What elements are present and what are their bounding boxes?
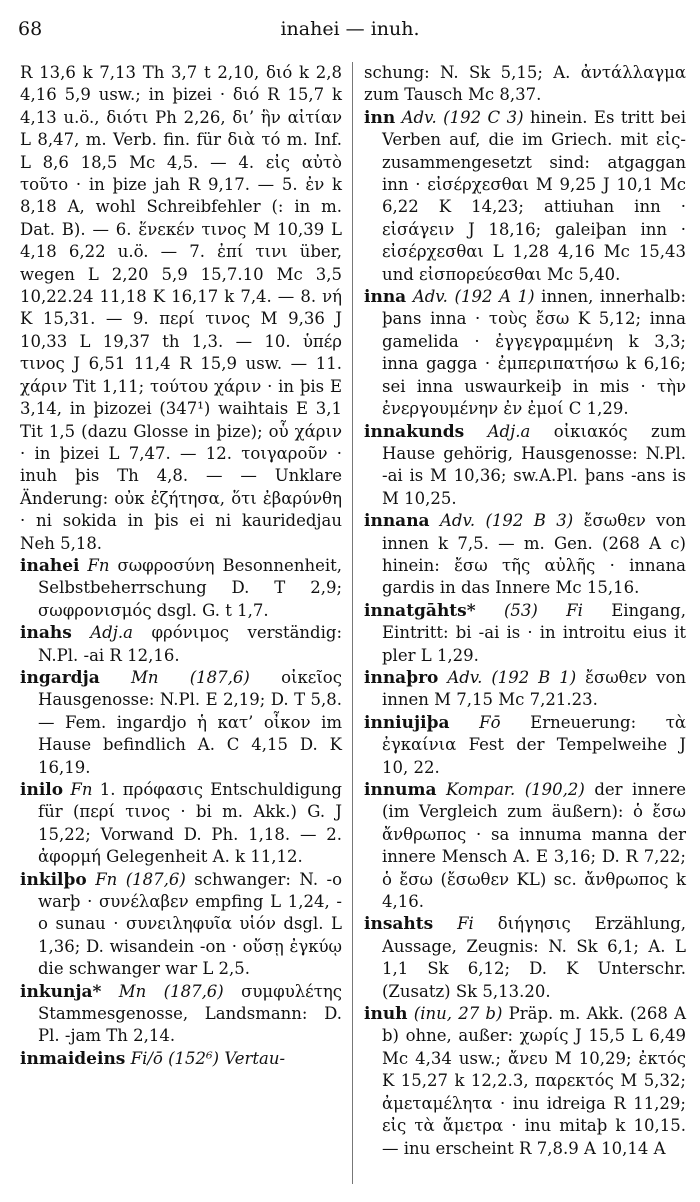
dictionary-entry [20, 869, 342, 981]
entry-body: συμφυλέτης Stammesgenosse, Landsmann: D. Pl. -jam Th 2,14. [38, 981, 342, 1046]
dictionary-entry [20, 555, 342, 622]
grammar-info: Fn [87, 555, 110, 575]
entry-body: Erneuerung: τὰ ἐγκαίνια Fest der Tempelweihe J 10, 22. [382, 712, 687, 777]
column-divider [352, 62, 353, 1184]
headword: inkunja* [20, 981, 102, 1002]
headword: inuh [364, 1004, 408, 1025]
entry-body: οἰκιακός zum Hause gehörig, Hausgenosse: N.Pl. -ai is M 10,36; sw.A.Pl. þans -ans is M 10,25. [382, 421, 687, 508]
headword: innuma [364, 780, 437, 800]
entry-body: Präp. m. Akk. (268 A b) ohne, außer: χωρίς J 15,5 L 6,49 Mc 4,34 usw.; ἄνευ M 10,29; ἐκτός K 15,27 k 12,2.3, παρεκτός M 5,32; ἀμεταμέλητα · inu idreiga R 11,29; εἰς τὰ ἄμετρα · inu mitaþ k 10,15. — inu erscheint R 7,8.9 A 10,14 A [382, 1004, 686, 1158]
dictionary-entry [20, 779, 342, 869]
right-column [364, 62, 686, 1160]
entry-body: hinein. Es tritt bei Verben auf, die im Griech. mit εἰς- zusammengesetzt sind: atgaggan inn · εἰσέρχεσθαι M 9,25 J 10,1 Mc 6,22 K 14,23; attiuhan inn · εἰσάγειν J 18,16; galeiþan inn · εἰσέρχεσθαι L 1,28 4,16 Mc 15,43 und εἰσπορεύεσθαι Mc 5,40. [382, 107, 686, 284]
dictionary-entry [20, 667, 342, 779]
dictionary-entry [364, 286, 686, 420]
grammar-info: Mn (187,6) [118, 981, 224, 1001]
headword: inahei [20, 555, 80, 576]
grammar-info: Fō [479, 712, 501, 732]
dictionary-entry [364, 1003, 686, 1160]
grammar-info: Fn (187,6) [95, 869, 186, 889]
dictionary-entry [20, 1048, 342, 1070]
headword: inilo [20, 780, 64, 800]
grammar-info: Adv. (192 A 1) [412, 287, 535, 307]
entry-body: οἰκεῖος Hausgenosse: N.Pl. E 2,19; D. T 5,8. — Fem. ingardjo ἡ κατ’ οἶκον im Hause befindlich A. C 4,15 D. K 16,19. [38, 667, 342, 777]
headword: inniujiþa [364, 712, 450, 733]
entry-body: ἔσωθεν von innen k 7,5. — m. Gen. (268 A c) hinein: ἔσω τῆς αὐλῆς · innana gardis in das Innere Mc 15,16. [382, 511, 687, 598]
grammar-info: Fn [70, 780, 93, 799]
entry-body: διήγησις Erzählung, Aussage, Zeugnis: N. Sk 6,1; A. L 1,1 Sk 6,12; D. K Unterschr. (Zusatz) Sk 5,13.20. [382, 914, 687, 1001]
headword: innana [364, 511, 430, 532]
grammar-info: (53) Fi [503, 600, 583, 620]
entry-body: Eingang, Eintritt: bi -ai is · in introitu eius it pler L 1,29. [382, 600, 686, 665]
grammar-info: Adv. (192 B 3) [439, 511, 574, 531]
grammar-info: (inu, 27 b) [413, 1004, 503, 1024]
grammar-info: Adv. (192 C 3) [401, 107, 524, 127]
grammar-info: Mn (187,6) [130, 667, 250, 687]
right-entries [364, 107, 686, 1160]
dictionary-entry [364, 421, 686, 511]
entry-body: σωφροσύνη Besonnenheit, Selbstbeherrschung D. T 2,9; σωφρονισμός dsgl. G. t 1,7. [38, 555, 342, 620]
entry-body: innen, innerhalb: þans inna · τοὺς ἔσω K 5,12; inna gamelida · ἐγγεγραμμένη k 3,3; inna gagga · ἐμπεριπατήσω k 6,16; sei inna uswaurkeiþ in mis · τὴν ἐνεργουμένην ἐν ἐμοί C 1,29. [382, 287, 686, 419]
continuation-text: schung: N. Sk 5,15; A. ἀντάλλαγμα zum Tausch Mc 8,37. [364, 63, 686, 105]
continuation-text: R 13,6 k 7,13 Th 3,7 t 2,10, διό k 2,8 4,16 5,9 usw.; in þizei · διό R 15,7 k 4,13 u.ö., διότι Ph 2,26, δι’ ἣν αἰτίαν L 8,47, m. Verb. fin. für διὰ τό m. Inf. L 8,6 18,5 Mc 4,5. — 4. εἰς αὐτὸ τοῦτο · in þize jah R 9,17. — 5. ἐν k 8,18 A, wohl Schreibfehler (: in m. Dat. B). — 6. ἕνεκέν τινος M 10,39 L 4,18 6,22 u.ö. — 7. ἐπί τινι über, wegen L 2,20 5,9 15,7.10 Mc 3,5 10,22.24 11,18 K 16,17 k 7,4. — 8. νή K 15,31. — 9. περί τινος M 9,36 J 10,33 L 19,37 th 1,3. — 10. ὑπέρ τινος J 6,51 11,4 R 15,9 usw. — 11. χάριν Tit 1,11; τούτου χάριν · in þis E 3,14, in þizozei (347¹) waihtais E 3,1 Tit 1,5 (dazu Glosse in þize); οὗ χάριν · in þizei L 7,47. — 12. τοιγαροῦν · inuh þis Th 4,8. — — Unklare Änderung: οὐκ ἐζήτησα, ὅτι ἐβαρύνθη · ni sokida in þis ei ni kauridedjau Neh 5,18. [20, 63, 342, 553]
dictionary-entry [364, 712, 686, 779]
headword: inna [364, 287, 407, 308]
dictionary-entry [364, 107, 686, 286]
dictionary-entry [364, 667, 686, 712]
headword: inn [364, 107, 396, 128]
left-entries [20, 555, 342, 1070]
running-title: inahei — inuh. [280, 18, 420, 40]
page-header [18, 18, 682, 46]
grammar-info: Fi/ō (152⁶) [130, 1048, 220, 1068]
headword: innakunds [364, 421, 465, 442]
headword: inahs [20, 623, 72, 644]
entry-body: φρόνιμος verständig: N.Pl. -ai R 12,16. [38, 623, 343, 665]
dictionary-entry [364, 779, 686, 913]
grammar-info: Kompar. (190,2) [446, 780, 585, 799]
dictionary-entry [20, 981, 342, 1048]
grammar-info: Adj.a [90, 623, 133, 643]
left-column [20, 62, 342, 1070]
headword: inkilþo [20, 869, 87, 890]
dictionary-entry [364, 600, 686, 667]
headword: inmaideins [20, 1048, 126, 1069]
grammar-info: Adv. (192 B 1) [447, 667, 577, 687]
entry-body: 1. πρόφασις Entschuldigung für (περί τινος · bi m. Akk.) G. J 15,22; Vorwand D. Ph. 1,18. — 2. ἀφορμή Gelegenheit A. k 11,12. [38, 780, 342, 867]
grammar-info: Fi [457, 914, 474, 934]
grammar-info: Adj.a [487, 421, 531, 441]
entry-body: ἔσωθεν von innen M 7,15 Mc 7,21.23. [382, 667, 687, 710]
headword: ingardja [20, 667, 100, 688]
entry-body: der innere (im Vergleich zum äußern): ὁ ἔσω ἄνθρωπος · sa innuma manna der innere Mensch A. E 3,16; D. R 7,22; ὁ ἔσω (ἔσωθεν KL) sc. ἄνθρωπος k 4,16. [382, 780, 686, 912]
dictionary-entry [364, 510, 686, 600]
entry-body: Vertau- [224, 1048, 286, 1068]
headword: innatgāhts* [364, 600, 476, 621]
page-number: 68 [18, 18, 43, 40]
headword: insahts [364, 914, 434, 935]
dictionary-entry [364, 913, 686, 1003]
dictionary-entry [20, 622, 342, 667]
entry-body: schwanger: N. -o warþ · συνέλαβεν empfing L 1,24, -o sunau · συνειληφυῖα υἱόν dsgl. L 1,36; D. wisandein -on · οὔσῃ ἐγκύῳ die schwanger war L 2,5. [38, 869, 343, 979]
headword: innaþro [364, 667, 439, 688]
